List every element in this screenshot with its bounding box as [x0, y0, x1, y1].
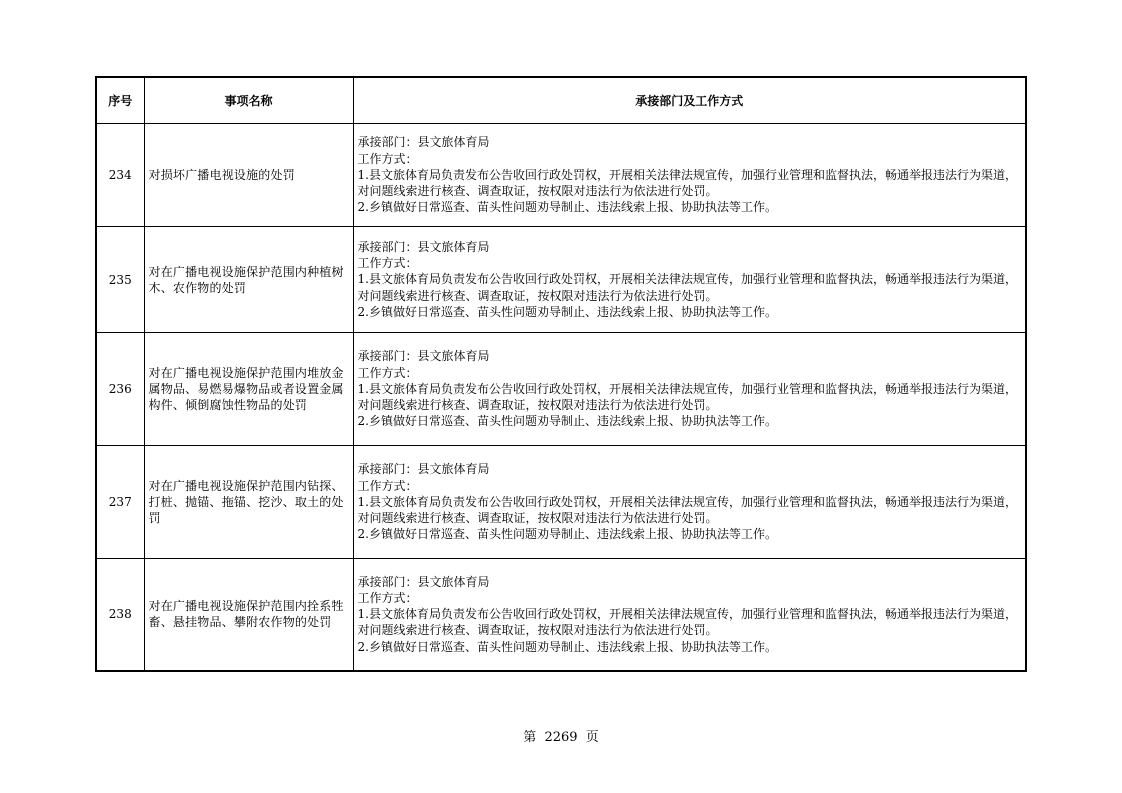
row-serial-number: 237	[96, 446, 144, 559]
method-label: 工作方式：	[357, 256, 418, 271]
header-department-and-method: 承接部门及工作方式	[353, 77, 1026, 124]
row-department-and-method	[353, 446, 1026, 559]
method-item-1: 1.县文旅体育局负责发布公告收回行政处罚权，开展相关法律法规宣传，加强行业管理和监督执法，畅通举报违法行为渠道，对问题线索进行核查、调查取证，按权限对违法行为依法进行处罚。	[357, 272, 1017, 303]
table-header-row	[96, 77, 1026, 124]
row-item-name: 对在广播电视设施保护范围内堆放金属物品、易燃易爆物品或者设置金属构件、倾倒腐蚀性物品的处罚	[144, 333, 353, 446]
page-prefix: 第	[523, 730, 537, 745]
row-serial-number: 235	[96, 227, 144, 333]
department-line: 承接部门：县文旅体育局	[357, 135, 490, 150]
table-row	[96, 124, 1026, 227]
table-row	[96, 446, 1026, 559]
method-item-1: 1.县文旅体育局负责发布公告收回行政处罚权，开展相关法律法规宣传，加强行业管理和监督执法，畅通举报违法行为渠道，对问题线索进行核查、调查取证，按权限对违法行为依法进行处罚。	[357, 167, 1017, 199]
page-footer	[0, 726, 1122, 745]
row-serial-number: 234	[96, 124, 144, 227]
row-serial-number: 238	[96, 559, 144, 671]
method-label: 工作方式：	[357, 590, 418, 605]
table-row	[96, 559, 1026, 671]
method-item-2: 2.乡镇做好日常巡查、苗头性问题劝导制止、违法线索上报、协助执法等工作。	[357, 639, 777, 654]
method-item-2: 2.乡镇做好日常巡查、苗头性问题劝导制止、违法线索上报、协助执法等工作。	[357, 200, 777, 215]
table-row	[96, 227, 1026, 333]
method-label: 工作方式：	[357, 365, 418, 380]
table-row	[96, 333, 1026, 446]
method-label: 工作方式：	[357, 478, 418, 493]
header-item-name: 事项名称	[144, 77, 353, 124]
row-department-and-method	[353, 124, 1026, 227]
department-line: 承接部门：县文旅体育局	[357, 239, 490, 254]
row-serial-number: 236	[96, 333, 144, 446]
row-item-name: 对在广播电视设施保护范围内拴系牲畜、悬挂物品、攀附农作物的处罚	[144, 559, 353, 671]
row-item-name: 对损坏广播电视设施的处罚	[144, 124, 353, 227]
department-line: 承接部门：县文旅体育局	[357, 462, 490, 477]
row-department-and-method	[353, 227, 1026, 333]
department-line: 承接部门：县文旅体育局	[357, 574, 490, 589]
method-item-1: 1.县文旅体育局负责发布公告收回行政处罚权，开展相关法律法规宣传，加强行业管理和监督执法，畅通举报违法行为渠道，对问题线索进行核查、调查取证，按权限对违法行为依法进行处罚。	[357, 494, 1017, 526]
row-department-and-method	[353, 559, 1026, 671]
row-item-name: 对在广播电视设施保护范围内钻探、打桩、抛锚、拖锚、挖沙、取土的处罚	[144, 446, 353, 559]
method-item-1: 1.县文旅体育局负责发布公告收回行政处罚权，开展相关法律法规宣传，加强行业管理和监督执法，畅通举报违法行为渠道，对问题线索进行核查、调查取证，按权限对违法行为依法进行处罚。	[357, 381, 1017, 413]
method-item-2: 2.乡镇做好日常巡查、苗头性问题劝导制止、违法线索上报、协助执法等工作。	[357, 304, 777, 319]
page-suffix: 页	[585, 730, 599, 745]
enforcement-items-table	[95, 76, 1027, 672]
method-item-2: 2.乡镇做好日常巡查、苗头性问题劝导制止、违法线索上报、协助执法等工作。	[357, 414, 777, 429]
method-item-2: 2.乡镇做好日常巡查、苗头性问题劝导制止、违法线索上报、协助执法等工作。	[357, 527, 777, 542]
header-serial-number: 序号	[96, 77, 144, 124]
row-item-name: 对在广播电视设施保护范围内种植树木、农作物的处罚	[144, 227, 353, 333]
row-department-and-method	[353, 333, 1026, 446]
method-item-1: 1.县文旅体育局负责发布公告收回行政处罚权，开展相关法律法规宣传，加强行业管理和监督执法，畅通举报违法行为渠道，对问题线索进行核查、调查取证，按权限对违法行为依法进行处罚。	[357, 607, 1017, 638]
page-number: 2269	[544, 730, 578, 745]
department-line: 承接部门：县文旅体育局	[357, 349, 490, 364]
method-label: 工作方式：	[357, 151, 418, 166]
